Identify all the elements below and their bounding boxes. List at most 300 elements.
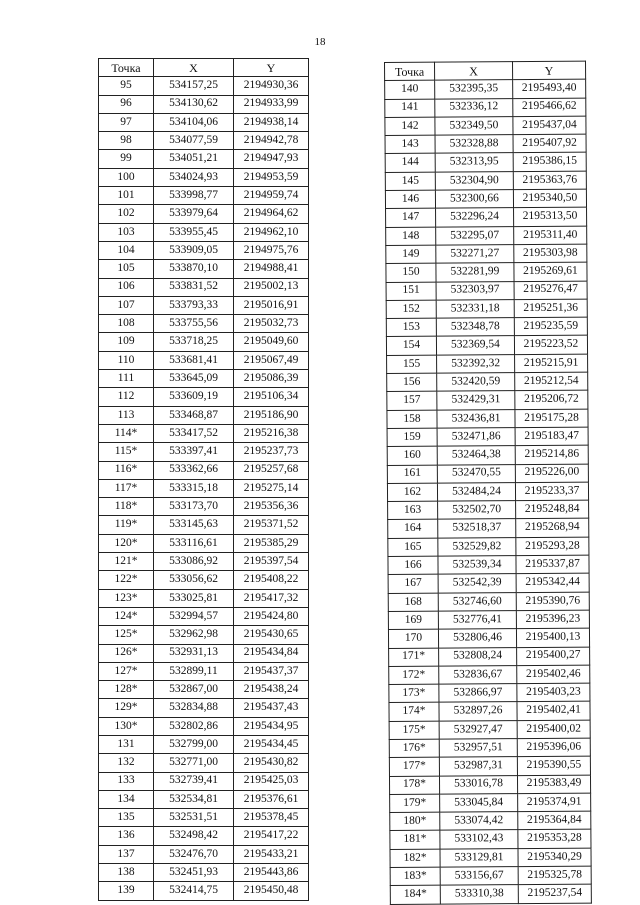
table-row <box>385 79 586 99</box>
point-cell: 106 <box>99 278 154 296</box>
y-cell: 2195400,13 <box>516 628 589 647</box>
point-cell: 170 <box>388 629 438 648</box>
table-row <box>386 336 587 356</box>
table-row <box>388 628 589 648</box>
x-cell: 532534,81 <box>154 790 234 808</box>
y-cell: 2194962,10 <box>234 223 309 241</box>
x-cell: 532369,54 <box>436 336 514 355</box>
point-cell: 178* <box>389 776 439 795</box>
point-cell: 107 <box>99 296 154 314</box>
x-cell: 532470,55 <box>437 464 515 483</box>
y-cell: 2195002,13 <box>234 278 309 296</box>
point-cell: 97 <box>99 113 154 131</box>
point-cell: 110 <box>99 351 154 369</box>
y-cell: 2195276,47 <box>514 281 587 300</box>
table-row <box>390 811 591 831</box>
table-row <box>99 589 309 607</box>
point-cell: 156 <box>387 373 437 392</box>
table-row <box>99 644 309 662</box>
x-cell: 532429,31 <box>437 391 515 410</box>
point-cell: 158 <box>387 410 437 429</box>
table-row <box>388 610 589 630</box>
table-row <box>387 445 588 465</box>
x-cell: 533310,38 <box>440 885 518 904</box>
point-cell: 103 <box>99 223 154 241</box>
x-cell: 532348,78 <box>436 318 514 337</box>
x-cell: 532931,13 <box>154 644 234 662</box>
table-row <box>390 793 591 813</box>
x-cell: 533086,92 <box>154 553 234 571</box>
x-cell: 533116,61 <box>154 534 234 552</box>
table-row <box>388 500 589 520</box>
table-row <box>99 333 309 351</box>
point-cell: 96 <box>99 95 154 113</box>
x-cell: 532420,59 <box>437 373 515 392</box>
x-cell: 532808,24 <box>439 647 517 666</box>
point-cell: 132 <box>99 754 154 772</box>
table-row <box>387 409 588 429</box>
x-cell: 533025,81 <box>154 589 234 607</box>
y-cell: 2195293,28 <box>516 537 589 556</box>
y-cell: 2195390,76 <box>516 592 589 611</box>
y-cell: 2195493,40 <box>513 79 586 98</box>
page-number: 18 <box>314 36 326 48</box>
table-row <box>99 553 309 571</box>
table-row <box>99 241 309 259</box>
x-cell: 533045,84 <box>440 793 518 812</box>
table-row <box>390 848 591 868</box>
x-cell: 533145,63 <box>154 516 234 534</box>
point-cell: 126* <box>99 644 154 662</box>
y-cell: 2195313,50 <box>514 207 587 226</box>
y-cell: 2195233,37 <box>515 482 588 501</box>
y-cell: 2195364,84 <box>518 811 591 830</box>
point-cell: 139 <box>99 882 154 900</box>
table-row <box>99 187 309 205</box>
table-row <box>99 95 309 113</box>
y-cell: 2195248,84 <box>516 500 589 519</box>
table-row <box>385 116 586 136</box>
x-cell: 532296,24 <box>436 208 514 227</box>
x-cell: 532295,07 <box>436 226 514 245</box>
x-cell: 533173,70 <box>154 498 234 516</box>
table-row <box>99 790 309 808</box>
point-cell: 115* <box>99 443 154 461</box>
point-cell: 122* <box>99 571 154 589</box>
table-row <box>99 772 309 790</box>
table-row <box>388 519 589 539</box>
table-row <box>387 427 588 447</box>
y-cell: 2195214,86 <box>515 445 588 464</box>
table-row <box>388 537 589 557</box>
y-cell: 2195425,03 <box>234 772 309 790</box>
y-cell: 2195434,84 <box>234 644 309 662</box>
point-cell: 174* <box>389 703 439 722</box>
x-cell: 532776,41 <box>438 610 516 629</box>
x-cell: 532392,32 <box>437 354 515 373</box>
point-cell: 182* <box>390 849 440 868</box>
table-row <box>389 738 590 758</box>
table-row <box>388 555 589 575</box>
point-cell: 133 <box>99 772 154 790</box>
point-cell: 150 <box>386 263 436 282</box>
y-cell: 2195378,45 <box>234 809 309 827</box>
point-cell: 128* <box>99 681 154 699</box>
table-row <box>99 845 309 863</box>
point-cell: 108 <box>99 315 154 333</box>
x-cell: 532799,00 <box>154 735 234 753</box>
point-cell: 152 <box>386 300 436 319</box>
table-row <box>388 573 589 593</box>
y-cell: 2195325,78 <box>518 866 591 885</box>
table-row <box>99 571 309 589</box>
y-cell: 2195269,61 <box>514 262 587 281</box>
table-row <box>386 299 587 319</box>
y-cell: 2195371,52 <box>234 516 309 534</box>
point-cell: 175* <box>389 721 439 740</box>
y-cell: 2195400,27 <box>517 647 590 666</box>
table-row <box>99 717 309 735</box>
point-cell: 124* <box>99 607 154 625</box>
x-cell: 532349,50 <box>435 116 513 135</box>
point-cell: 129* <box>99 699 154 717</box>
point-cell: 100 <box>99 168 154 186</box>
table-row <box>390 884 591 904</box>
y-cell: 2195396,23 <box>516 610 589 629</box>
x-cell: 533468,87 <box>154 406 234 424</box>
point-cell: 117* <box>99 479 154 497</box>
y-cell: 2195342,44 <box>516 573 589 592</box>
x-cell: 534024,93 <box>154 168 234 186</box>
table-row <box>389 775 590 795</box>
point-cell: 172* <box>389 666 439 685</box>
point-cell: 162 <box>387 483 437 502</box>
y-cell: 2194964,62 <box>234 205 309 223</box>
point-cell: 145 <box>385 172 435 191</box>
table-row <box>386 244 587 264</box>
point-cell: 154 <box>386 337 436 356</box>
table-row <box>389 756 590 776</box>
point-cell: 184* <box>390 885 440 904</box>
x-cell: 532498,42 <box>154 827 234 845</box>
x-cell: 532313,95 <box>435 153 513 172</box>
point-cell: 125* <box>99 626 154 644</box>
point-cell: 121* <box>99 553 154 571</box>
point-cell: 147 <box>386 209 436 228</box>
y-cell: 2195386,15 <box>513 153 586 172</box>
x-cell: 534077,59 <box>154 132 234 150</box>
point-cell: 157 <box>387 391 437 410</box>
x-cell: 533979,64 <box>154 205 234 223</box>
y-cell: 2195067,49 <box>234 351 309 369</box>
point-cell: 171* <box>389 648 439 667</box>
y-cell: 2194975,76 <box>234 241 309 259</box>
y-cell: 2195251,36 <box>514 299 587 318</box>
point-cell: 142 <box>385 117 435 136</box>
y-cell: 2195215,91 <box>515 354 588 373</box>
point-cell: 166 <box>388 556 438 575</box>
y-cell: 2195340,50 <box>513 189 586 208</box>
table-row <box>386 207 587 227</box>
table-row <box>99 388 309 406</box>
table-row <box>99 498 309 516</box>
x-cell: 534051,21 <box>154 150 234 168</box>
y-cell: 2195400,02 <box>517 720 590 739</box>
table-row <box>387 464 588 484</box>
x-cell: 534157,25 <box>154 77 234 95</box>
point-cell: 134 <box>99 790 154 808</box>
table-row <box>99 77 309 95</box>
x-cell: 532866,97 <box>439 684 517 703</box>
x-cell: 532529,82 <box>438 537 516 556</box>
point-cell: 161 <box>387 465 437 484</box>
y-cell: 2195424,80 <box>234 607 309 625</box>
y-cell: 2194930,36 <box>234 77 309 95</box>
table-row <box>99 827 309 845</box>
x-cell: 533955,45 <box>154 223 234 241</box>
x-cell: 532502,70 <box>438 501 516 520</box>
x-cell: 533793,33 <box>154 296 234 314</box>
x-cell: 532962,98 <box>154 626 234 644</box>
header-x: X <box>435 62 513 81</box>
y-cell: 2195303,98 <box>514 244 587 263</box>
table-row <box>99 662 309 680</box>
y-cell: 2195437,43 <box>234 699 309 717</box>
x-cell: 532303,97 <box>436 281 514 300</box>
table-row <box>99 443 309 461</box>
x-cell: 532518,37 <box>438 519 516 538</box>
table-row <box>388 592 589 612</box>
x-cell: 532802,86 <box>154 717 234 735</box>
y-cell: 2195106,34 <box>234 388 309 406</box>
table-row <box>390 830 591 850</box>
y-cell: 2195363,76 <box>513 171 586 190</box>
x-cell: 532451,93 <box>154 864 234 882</box>
x-cell: 532436,81 <box>437 409 515 428</box>
table-row <box>99 278 309 296</box>
point-cell: 109 <box>99 333 154 351</box>
x-cell: 533645,09 <box>154 370 234 388</box>
table-row <box>389 720 590 740</box>
y-cell: 2195212,54 <box>515 372 588 391</box>
table-row <box>99 809 309 827</box>
point-cell: 137 <box>99 845 154 863</box>
point-cell: 101 <box>99 187 154 205</box>
header-y: Y <box>513 61 586 80</box>
x-cell: 532739,41 <box>154 772 234 790</box>
x-cell: 532331,18 <box>436 299 514 318</box>
table-row <box>386 226 587 246</box>
table-row <box>386 317 587 337</box>
point-cell: 120* <box>99 534 154 552</box>
table-row <box>389 647 590 667</box>
point-cell: 168 <box>388 593 438 612</box>
point-cell: 111 <box>99 370 154 388</box>
table-header-row <box>385 61 586 81</box>
table-row <box>99 132 309 150</box>
point-cell: 136 <box>99 827 154 845</box>
point-cell: 144 <box>385 154 435 173</box>
x-cell: 532336,12 <box>435 98 513 117</box>
table-row <box>385 189 586 209</box>
table-row <box>99 370 309 388</box>
point-cell: 141 <box>385 99 435 118</box>
table-row <box>387 372 588 392</box>
point-cell: 118* <box>99 498 154 516</box>
x-cell: 532471,86 <box>437 428 515 447</box>
y-cell: 2195183,47 <box>515 427 588 446</box>
x-cell: 533362,66 <box>154 461 234 479</box>
point-cell: 105 <box>99 260 154 278</box>
table-row <box>387 390 588 410</box>
point-cell: 181* <box>390 831 440 850</box>
x-cell: 533156,67 <box>440 867 518 886</box>
table-row <box>99 864 309 882</box>
point-cell: 148 <box>386 227 436 246</box>
x-cell: 533609,19 <box>154 388 234 406</box>
table-row <box>385 98 586 118</box>
x-cell: 532464,38 <box>437 446 515 465</box>
x-cell: 533016,78 <box>439 775 517 794</box>
table-row <box>99 681 309 699</box>
y-cell: 2195353,28 <box>518 830 591 849</box>
x-cell: 533129,81 <box>440 848 518 867</box>
point-cell: 153 <box>386 318 436 337</box>
table-row <box>385 171 586 191</box>
x-cell: 533397,41 <box>154 443 234 461</box>
y-cell: 2195032,73 <box>234 315 309 333</box>
coordinates-table-right <box>384 61 592 905</box>
y-cell: 2195237,73 <box>234 443 309 461</box>
x-cell: 533998,77 <box>154 187 234 205</box>
point-cell: 114* <box>99 424 154 442</box>
table-row <box>99 626 309 644</box>
y-cell: 2195383,49 <box>517 775 590 794</box>
point-cell: 176* <box>389 739 439 758</box>
x-cell: 533056,62 <box>154 571 234 589</box>
table-header-row <box>99 59 309 77</box>
point-cell: 143 <box>385 135 435 154</box>
x-cell: 532531,51 <box>154 809 234 827</box>
y-cell: 2195311,40 <box>514 226 587 245</box>
point-cell: 140 <box>385 80 435 99</box>
y-cell: 2195466,62 <box>513 98 586 117</box>
header-point: Точка <box>99 59 154 77</box>
header-y: Y <box>234 59 309 77</box>
table-row <box>99 754 309 772</box>
y-cell: 2195403,23 <box>517 683 590 702</box>
table-body-left <box>99 77 309 900</box>
point-cell: 177* <box>389 757 439 776</box>
table-row <box>99 607 309 625</box>
point-cell: 116* <box>99 461 154 479</box>
y-cell: 2195206,72 <box>515 390 588 409</box>
point-cell: 135 <box>99 809 154 827</box>
x-cell: 533315,18 <box>154 479 234 497</box>
point-cell: 130* <box>99 717 154 735</box>
x-cell: 532414,75 <box>154 882 234 900</box>
point-cell: 160 <box>387 446 437 465</box>
x-cell: 532300,66 <box>435 190 513 209</box>
header-point: Точка <box>385 62 435 81</box>
table-row <box>385 153 586 173</box>
y-cell: 2195450,48 <box>234 882 309 900</box>
y-cell: 2195408,22 <box>234 571 309 589</box>
table-row <box>99 882 309 900</box>
x-cell: 533681,41 <box>154 351 234 369</box>
point-cell: 169 <box>388 611 438 630</box>
point-cell: 155 <box>387 355 437 374</box>
x-cell: 533831,52 <box>154 278 234 296</box>
table-row <box>99 205 309 223</box>
y-cell: 2195385,29 <box>234 534 309 552</box>
y-cell: 2195417,32 <box>234 589 309 607</box>
y-cell: 2195402,46 <box>517 665 590 684</box>
table-row <box>99 113 309 131</box>
x-cell: 533718,25 <box>154 333 234 351</box>
table-row <box>386 262 587 282</box>
y-cell: 2195443,86 <box>234 864 309 882</box>
point-cell: 123* <box>99 589 154 607</box>
y-cell: 2195437,04 <box>513 116 586 135</box>
table-row <box>99 351 309 369</box>
point-cell: 159 <box>387 428 437 447</box>
table-row <box>99 516 309 534</box>
point-cell: 119* <box>99 516 154 534</box>
y-cell: 2195374,91 <box>518 793 591 812</box>
point-cell: 138 <box>99 864 154 882</box>
table-row <box>386 281 587 301</box>
header-x: X <box>154 59 234 77</box>
x-cell: 533102,43 <box>440 830 518 849</box>
y-cell: 2195417,22 <box>234 827 309 845</box>
x-cell: 532328,88 <box>435 135 513 154</box>
table-row <box>99 223 309 241</box>
y-cell: 2195175,28 <box>515 409 588 428</box>
y-cell: 2194938,14 <box>234 113 309 131</box>
point-cell: 183* <box>390 867 440 886</box>
x-cell: 532281,99 <box>436 263 514 282</box>
y-cell: 2195049,60 <box>234 333 309 351</box>
y-cell: 2195235,59 <box>514 317 587 336</box>
x-cell: 532771,00 <box>154 754 234 772</box>
y-cell: 2195275,14 <box>234 479 309 497</box>
table-row <box>390 866 591 886</box>
y-cell: 2195438,24 <box>234 681 309 699</box>
y-cell: 2195223,52 <box>514 336 587 355</box>
point-cell: 131 <box>99 735 154 753</box>
y-cell: 2195186,90 <box>234 406 309 424</box>
x-cell: 534104,06 <box>154 113 234 131</box>
table-row <box>99 315 309 333</box>
x-cell: 532539,34 <box>438 556 516 575</box>
x-cell: 532806,46 <box>438 629 516 648</box>
y-cell: 2194933,99 <box>234 95 309 113</box>
point-cell: 98 <box>99 132 154 150</box>
table-row <box>387 354 588 374</box>
x-cell: 532542,39 <box>438 574 516 593</box>
point-cell: 180* <box>390 812 440 831</box>
coordinates-table-left <box>98 58 309 901</box>
point-cell: 173* <box>389 684 439 703</box>
point-cell: 163 <box>388 501 438 520</box>
y-cell: 2195226,00 <box>515 464 588 483</box>
y-cell: 2195434,95 <box>234 717 309 735</box>
table-row <box>99 406 309 424</box>
table-row <box>389 683 590 703</box>
y-cell: 2195390,55 <box>517 756 590 775</box>
point-cell: 112 <box>99 388 154 406</box>
